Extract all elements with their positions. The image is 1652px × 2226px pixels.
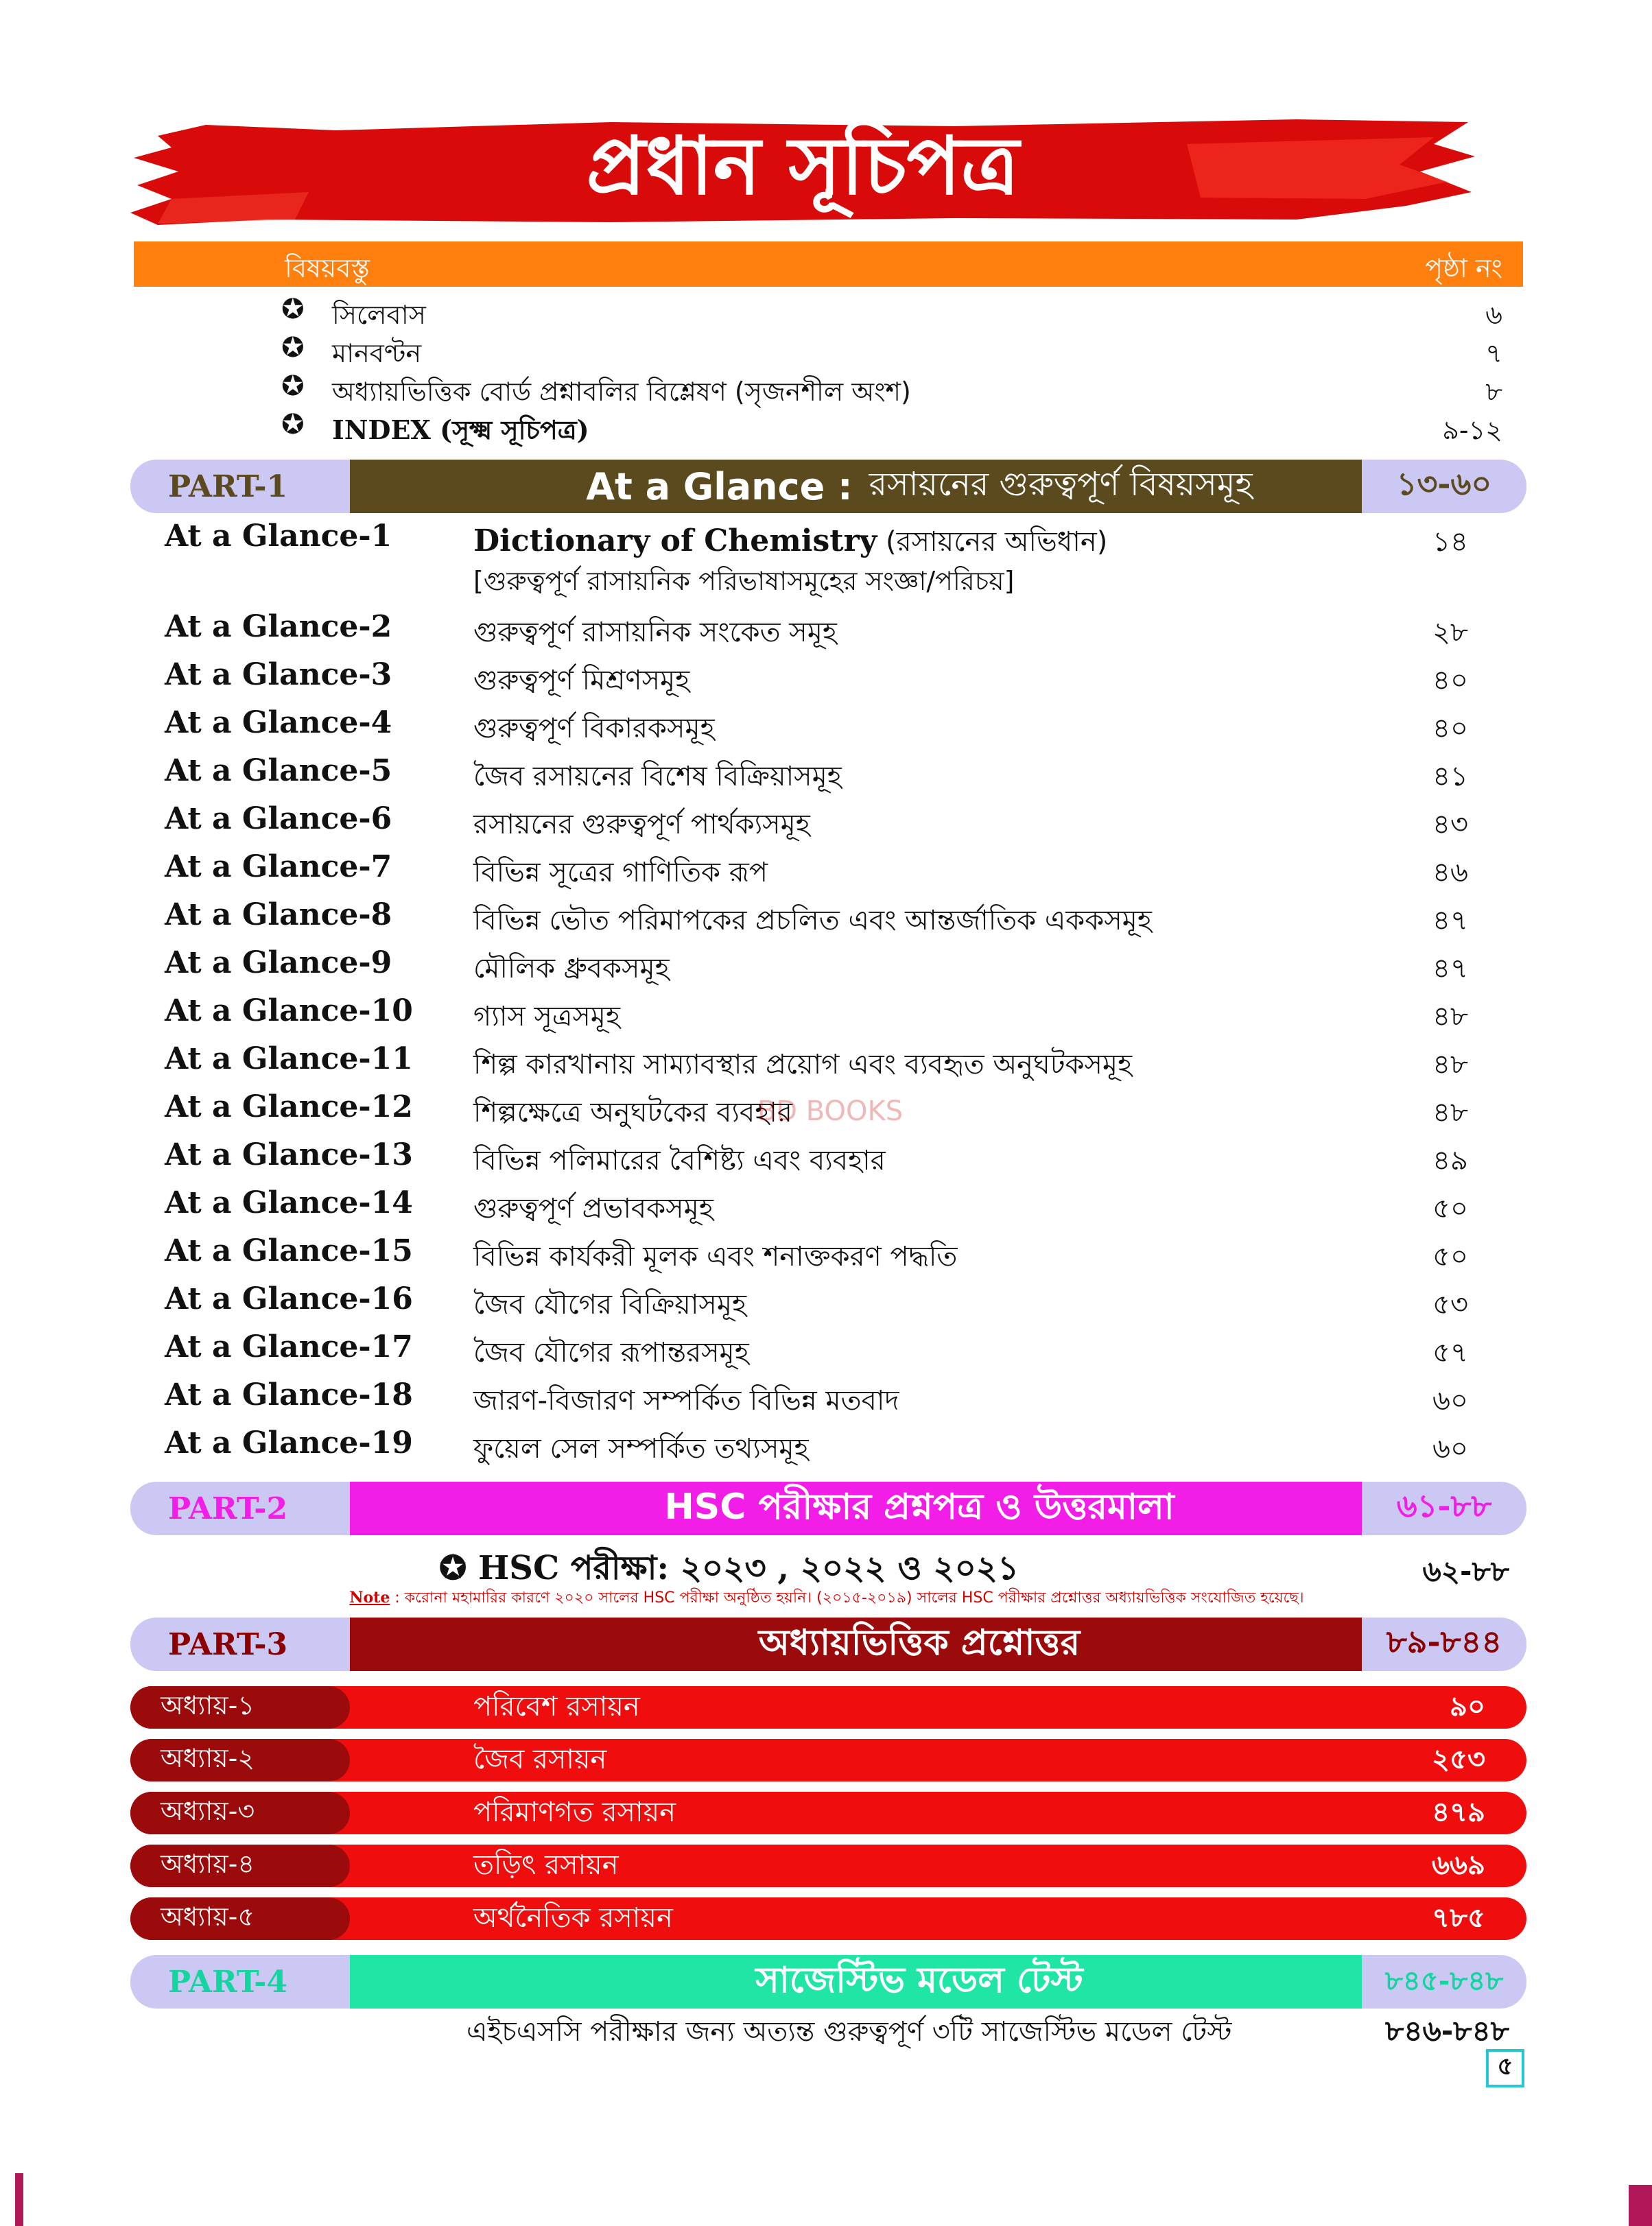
glance-title: মৌলিক ধ্রুবকসমূহ <box>473 953 670 984</box>
intro-item-text: মানবণ্টন <box>332 338 422 368</box>
note-body: : করোনা মহামারির কারণে ২০২০ সালের HSC পরীক্ষা অনুষ্ঠিত হয়নি। (২০১৫-২০১৯) সালের HSC পরীক্ষার প্রশ্নোত্তর অধ্যায়ভিত্তিক সংযোজিত হয়েছে। <box>390 1589 1304 1607</box>
glance-title: বিভিন্ন সূত্রের গাণিতিক রূপ <box>473 857 768 888</box>
chapter-page: ৬৬৯ <box>1432 1849 1485 1881</box>
glance-item[interactable] <box>165 798 1482 846</box>
glance-title-bn: (রসায়নের অভিধান) <box>886 526 1108 558</box>
glance-title: বিভিন্ন কার্যকরী মূলক এবং শনাক্তকরণ পদ্ধতি <box>473 1241 958 1272</box>
glance-page: ৪৩ <box>1432 809 1468 840</box>
intro-item-page: ৮ <box>1485 377 1502 407</box>
glance-label: At a Glance-6 <box>165 801 392 836</box>
header-page-label: পৃষ্ঠা নং <box>1425 253 1502 283</box>
glance-page: ৬০ <box>1432 1385 1468 1417</box>
star-icon: ✪ <box>439 1549 467 1587</box>
glance-page: ৬০ <box>1432 1433 1468 1465</box>
hsc-exam-page: ৬২-৮৮ <box>1422 1554 1509 1588</box>
glance-item[interactable] <box>165 991 1482 1039</box>
part-2-title: HSC পরীক্ষার প্রশ্নপত্র ও উত্তরমালা <box>350 1482 1489 1535</box>
glance-item[interactable] <box>165 654 1482 702</box>
model-test-line[interactable]: এইচএসসি পরীক্ষার জন্য অত্যন্ত গুরুত্বপূর্ণ ৩টি সাজেস্টিভ মডেল টেস্ট <box>467 2016 1232 2048</box>
glance-title <box>473 520 1107 566</box>
glance-label: At a Glance-8 <box>165 897 392 932</box>
part-1-title-bn: রসায়নের গুরুত্বপূর্ণ বিষয়সমূহ <box>869 464 1253 504</box>
intro-item-page: ৬ <box>1485 300 1502 330</box>
glance-page: ৪১ <box>1432 761 1468 792</box>
glance-title: গুরুত্বপূর্ণ মিশ্রণসমূহ <box>473 665 690 696</box>
header-subject-label: বিষয়বস্তু <box>285 253 370 283</box>
glance-label: At a Glance-19 <box>165 1425 413 1460</box>
page-title: প্রধান সূচিপত্র <box>586 119 1019 213</box>
glance-page: ৪৮ <box>1432 1049 1468 1080</box>
chapter-page: ৭৮৫ <box>1432 1902 1485 1934</box>
glance-label: At a Glance-7 <box>165 849 392 884</box>
part-1-title-en: At a Glance : <box>586 464 853 508</box>
glance-page: ৫৭ <box>1432 1337 1468 1369</box>
part-1-pages: ১৩-৬০ <box>1362 460 1526 513</box>
glance-label: At a Glance-5 <box>165 753 392 788</box>
glance-item[interactable] <box>165 606 1482 654</box>
intro-item-text: সিলেবাস <box>332 300 426 330</box>
glance-item[interactable] <box>165 702 1482 750</box>
glance-label: At a Glance-4 <box>165 705 392 740</box>
glance-item[interactable] <box>165 1183 1482 1231</box>
chapter-title: পরিবেশ রসায়ন <box>473 1690 640 1722</box>
intro-item[interactable] <box>281 294 1502 332</box>
glance-title: ফুয়েল সেল সম্পর্কিত তথ্যসমূহ <box>473 1433 809 1465</box>
part-1-bar[interactable] <box>130 460 1526 513</box>
model-test-page: ৮৪৬-৮৪৮ <box>1384 2014 1509 2048</box>
glance-label: At a Glance-2 <box>165 609 392 644</box>
glance-title: শিল্পক্ষেত্রে অনুঘটকের ব্যবহার <box>473 1097 792 1128</box>
glance-page: ৪৭ <box>1432 953 1468 984</box>
glance-label: At a Glance-11 <box>165 1041 413 1076</box>
glance-page: ২৮ <box>1432 617 1468 648</box>
contents-header-bar <box>134 241 1523 287</box>
star-icon: ✪ <box>281 409 305 440</box>
part-3-title: অধ্যায়ভিত্তিক প্রশ্নোত্তর <box>350 1618 1489 1671</box>
chapter-label: অধ্যায়-৪ <box>130 1845 350 1887</box>
edge-mark-left <box>15 2173 23 2226</box>
glance-item[interactable] <box>165 1279 1482 1327</box>
glance-subtitle: [গুরুত্বপূর্ণ রাসায়নিক পরিভাষাসমূহের সংজ্ঞা/পরিচয়] <box>473 566 1015 596</box>
page-number: ৫ <box>1486 2049 1524 2087</box>
star-icon: ✪ <box>281 332 305 364</box>
glance-page: ৫০ <box>1432 1241 1468 1272</box>
glance-item[interactable] <box>165 943 1482 991</box>
chapter-row[interactable] <box>130 1739 1526 1781</box>
glance-page: ৪৬ <box>1432 857 1468 888</box>
part-2-label: PART-2 <box>130 1482 350 1535</box>
glance-item[interactable] <box>165 1231 1482 1279</box>
glance-item[interactable] <box>165 750 1482 798</box>
glance-label: At a Glance-18 <box>165 1377 413 1412</box>
chapter-title: পরিমাণগত রসায়ন <box>473 1796 676 1828</box>
glance-title: জারণ-বিজারণ সম্পর্কিত বিভিন্ন মতবাদ <box>473 1385 899 1417</box>
glance-title: শিল্প কারখানায় সাম্যাবস্থার প্রয়োগ এবং ব্যবহৃত অনুঘটকসমূহ <box>473 1049 1133 1080</box>
chapter-label: অধ্যায়-৫ <box>130 1897 350 1940</box>
intro-item-text: INDEX (সূক্ষ্ম সূচিপত্র) <box>332 414 589 445</box>
chapter-title: তড়িৎ রসায়ন <box>473 1849 619 1881</box>
chapter-row[interactable] <box>130 1845 1526 1887</box>
part-1-label: PART-1 <box>130 460 350 513</box>
chapter-label: অধ্যায়-৩ <box>130 1792 350 1834</box>
intro-item[interactable] <box>281 370 1502 409</box>
glance-page: ৫০ <box>1432 1193 1468 1224</box>
part-4-label: PART-4 <box>130 1955 350 2009</box>
edge-mark-right <box>1629 2185 1652 2226</box>
intro-item-text: অধ্যায়ভিত্তিক বোর্ড প্রশ্নাবলির বিশ্লেষণ (সৃজনশীল অংশ) <box>332 377 911 407</box>
glance-label: At a Glance-17 <box>165 1329 413 1364</box>
glance-label: At a Glance-10 <box>165 993 413 1028</box>
note-label: Note <box>349 1589 390 1607</box>
glance-page: ৪৮ <box>1432 1097 1468 1128</box>
glance-label: At a Glance-16 <box>165 1281 413 1316</box>
note-text <box>158 1586 1496 1611</box>
glance-title: জৈব যৌগের রূপান্তরসমূহ <box>473 1337 749 1369</box>
glance-page: ৪০ <box>1432 713 1468 744</box>
star-icon: ✪ <box>281 370 305 402</box>
glance-title: জৈব রসায়নের বিশেষ বিক্রিয়াসমূহ <box>473 761 842 792</box>
glance-title: বিভিন্ন ভৌত পরিমাপকের প্রচলিত এবং আন্তর্জাতিক এককসমূহ <box>473 905 1152 936</box>
title-banner <box>130 117 1475 226</box>
glance-title: রসায়নের গুরুত্বপূর্ণ পার্থক্যসমূহ <box>473 809 810 840</box>
part-2-bar[interactable] <box>130 1482 1526 1535</box>
glance-page: ৪৭ <box>1432 905 1468 936</box>
glance-label: At a Glance-14 <box>165 1185 413 1220</box>
glance-label: At a Glance-3 <box>165 657 392 692</box>
glance-item[interactable] <box>165 516 1482 564</box>
part-4-pages: ৮৪৫-৮৪৮ <box>1362 1955 1526 2009</box>
part-4-title: সাজেস্টিভ মডেল টেস্ট <box>350 1955 1489 2009</box>
glance-title: গুরুত্বপূর্ণ রাসায়নিক সংকেত সমূহ <box>473 617 837 648</box>
glance-page: ৪০ <box>1432 665 1468 696</box>
part-2-pages: ৬১-৮৮ <box>1362 1482 1526 1535</box>
chapter-title: জৈব রসায়ন <box>473 1743 607 1775</box>
glance-label: At a Glance-12 <box>165 1089 413 1124</box>
intro-item[interactable] <box>281 409 1502 447</box>
hsc-exam-text: HSC পরীক্ষা: ২০২৩ , ২০২২ ও ২০২১ <box>477 1549 1019 1587</box>
glance-page: ৪৯ <box>1432 1145 1468 1176</box>
glance-page: ১৪ <box>1432 526 1468 558</box>
glance-label: At a Glance-9 <box>165 945 392 980</box>
glance-title-en: Dictionary of Chemistry <box>473 523 877 558</box>
glance-item[interactable] <box>165 1327 1482 1375</box>
chapter-label: অধ্যায়-১ <box>130 1686 350 1729</box>
glance-title: জৈব যৌগের বিক্রিয়াসমূহ <box>473 1289 747 1321</box>
intro-item[interactable] <box>281 332 1502 370</box>
chapter-title: অর্থনৈতিক রসায়ন <box>473 1902 673 1934</box>
glance-page: ৫৩ <box>1432 1289 1468 1321</box>
glance-item[interactable] <box>165 1039 1482 1087</box>
chapter-page: ২৫৩ <box>1432 1743 1485 1775</box>
glance-label: At a Glance-15 <box>165 1233 413 1268</box>
glance-page: ৪৮ <box>1432 1001 1468 1032</box>
part-4-bar[interactable] <box>130 1955 1526 2009</box>
chapter-label: অধ্যায়-২ <box>130 1739 350 1781</box>
glance-title: গুরুত্বপূর্ণ বিকারকসমূহ <box>473 713 715 744</box>
glance-item[interactable] <box>165 895 1482 943</box>
chapter-row[interactable] <box>130 1897 1526 1940</box>
glance-title: গুরুত্বপূর্ণ প্রভাবকসমূহ <box>473 1193 713 1224</box>
intro-item-page: ৯-১২ <box>1442 415 1502 445</box>
glance-title: বিভিন্ন পলিমারের বৈশিষ্ট্য এবং ব্যবহার <box>473 1145 886 1176</box>
part-3-label: PART-3 <box>130 1618 350 1671</box>
chapter-row[interactable] <box>130 1686 1526 1729</box>
glance-item[interactable] <box>165 1375 1482 1423</box>
chapter-page: ৪৭৯ <box>1432 1796 1485 1828</box>
intro-item-page: ৭ <box>1485 338 1502 368</box>
glance-item[interactable] <box>165 846 1482 895</box>
part-1-title <box>350 460 1489 513</box>
glance-item[interactable] <box>165 1423 1482 1471</box>
part-3-bar[interactable] <box>130 1618 1526 1671</box>
star-icon: ✪ <box>281 294 305 325</box>
glance-label: At a Glance-13 <box>165 1137 413 1172</box>
watermark: BD BOOKS <box>757 1096 904 1127</box>
chapter-page: ৯০ <box>1450 1690 1485 1722</box>
chapter-row[interactable] <box>130 1792 1526 1834</box>
glance-label: At a Glance-1 <box>165 519 392 554</box>
glance-title: গ্যাস সূত্রসমূহ <box>473 1001 621 1032</box>
part-3-pages: ৮৯-৮৪৪ <box>1362 1618 1526 1671</box>
